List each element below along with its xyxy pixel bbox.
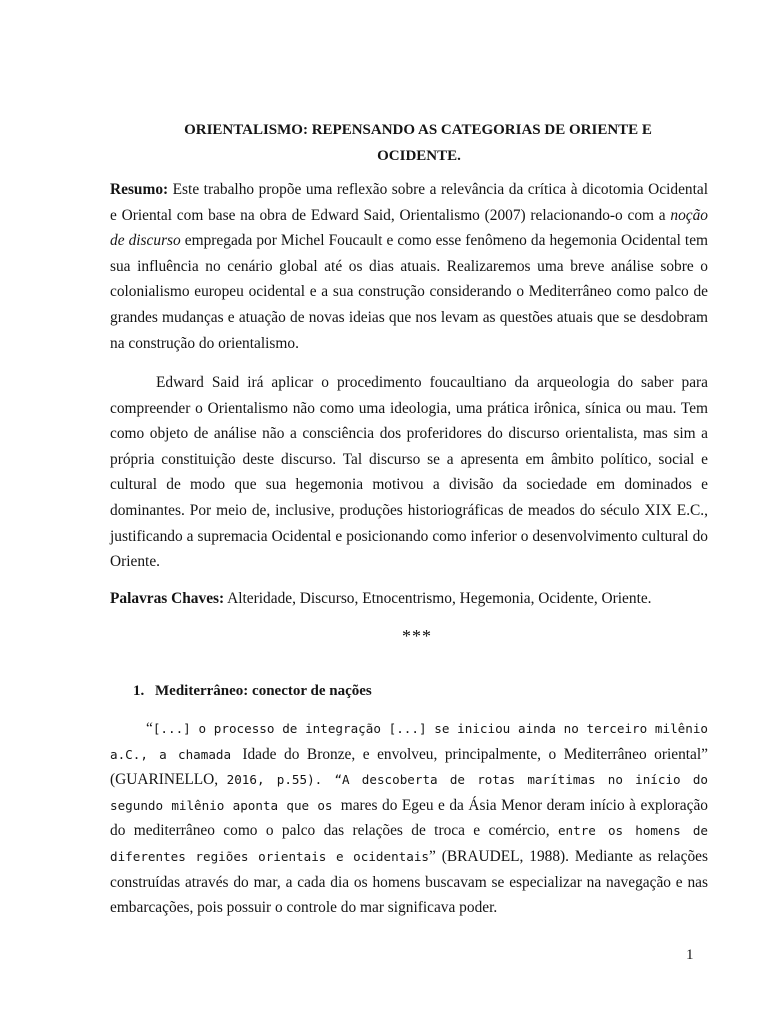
- body-paragraph-1: Edward Said irá aplicar o procedimento foucaultiano da arqueologia do saber para compreender o Orientalismo não como uma ideologia, uma prática irônica, sínica ou mau. Tem como objeto de análise não a consciência dos proferidores do discurso orientalista, mas sim a própria constituição deste discurso. Tal discurso se a apresenta em âmbito político, social e cultural de modo que sua hegemonia motivou a divisão da sociedade em dominados e dominantes. Por meio de, inclusive, produções historiográficas de meados do século XIX E.C., justificando a supremacia Ocidental e posicionando como inferior o desenvolvimento cultural do Oriente.: [110, 374, 708, 571]
- abstract-text-part-a: Este trabalho propõe uma reflexão sobre a relevância da crítica à dicotomia Ocidental e Oriental com base na obra de Edward Said, Orientalismo (2007) relacionando-o com a: [110, 181, 708, 224]
- quote-2-close: ” (BRAUDEL, 1988). Mediante as relações construídas através do mar, a cada dia os homens buscavam se especializar na navegação e nas embarcações, pois possuir o controle do mar significava poder.: [110, 847, 708, 917]
- quote-1-serif: Idade do Bronze, e envolveu, principalmente, o Mediterrâneo oriental” (GUARINELLO,: [110, 745, 708, 789]
- section-number: 1.: [133, 683, 145, 699]
- section-1-paragraph: [110, 716, 708, 921]
- citation-1-mono: 2016, p.55). “A descoberta de rotas marítimas no início do segundo milênio aponta que os: [110, 772, 708, 813]
- keywords-label: Palavras Chaves:: [110, 590, 225, 607]
- abstract-text-part-b: empregada por Michel Foucault e como esse fenômeno da hegemonia Ocidental tem sua influência no cenário global até os dias atuais. Realizaremos uma breve análise sobre o colonialismo europeu ocidental e a sua construção considerando o Mediterrâneo como palco de grandes mudanças e atuação de novas ideias que nos levam as questões atuais que se desdobram na construção do orientalismo.: [110, 232, 708, 352]
- quote-2-serif: mares do Egeu e da Ásia Menor deram início à exploração do mediterrâneo como o palco das relações de troca e comércio,: [110, 796, 708, 840]
- section-separator: ***: [402, 626, 432, 646]
- title-line-1: ORIENTALISMO: REPENSANDO AS CATEGORIAS DE ORIENTE E: [184, 122, 652, 138]
- title-line-2: OCIDENTE.: [377, 148, 461, 164]
- quote-1-mono: [...] o processo de integração [...] se iniciou ainda no terceiro milênio a.C., a chamada: [110, 721, 708, 762]
- quote-1-open: “: [146, 720, 153, 737]
- page-number: 1: [686, 947, 694, 963]
- document-title: [110, 117, 708, 169]
- section-title: Mediterrâneo: conector de nações: [155, 683, 372, 699]
- keywords-text: Alteridade, Discurso, Etnocentrismo, Hegemonia, Ocidente, Oriente.: [224, 590, 652, 607]
- quote-2-mono: entre os homens de diferentes regiões orientais e ocidentais: [110, 823, 708, 864]
- abstract-label: Resumo:: [110, 181, 169, 198]
- section-heading-1: [133, 680, 372, 702]
- keywords-line: [110, 586, 708, 612]
- abstract-paragraph: [110, 177, 708, 356]
- abstract-emphasis: noção de discurso: [110, 206, 708, 250]
